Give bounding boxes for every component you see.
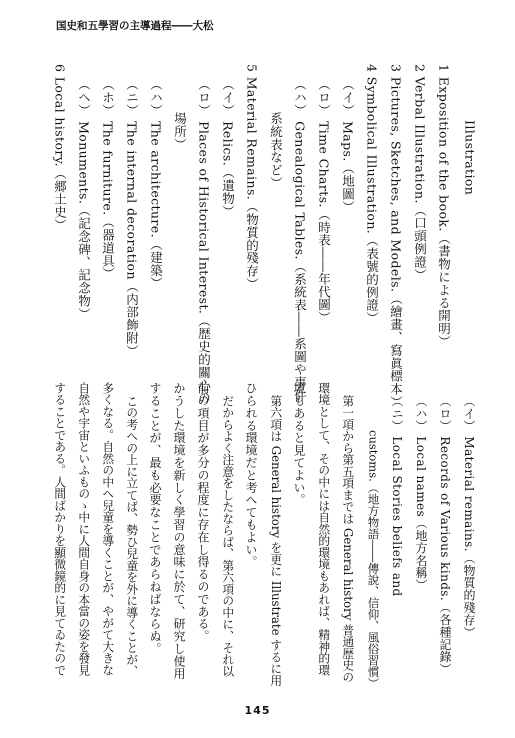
text-column: （イ） Relics.（遺物）	[220, 78, 236, 218]
text-column: 3 Pictures, Sketches, and Models.（繪畫、寫眞標本）	[388, 64, 404, 409]
text-column: 第一項から第五項までは General history 普通歴史の	[340, 395, 355, 683]
text-column: （ホ） The furniture.（器道具）	[100, 78, 116, 281]
text-column: 4 Symbolical Illustration.（表號的例證）	[364, 64, 380, 325]
column-heading: Illustration	[462, 120, 478, 196]
text-column: することが、最も必要なことであらねばならぬ。	[148, 382, 162, 655]
text-column: かうした環境を新しく學習の意味に於て、研究し使用	[172, 382, 186, 680]
text-column: 環境として、その中には自然的環境もあれば、精神的環	[316, 382, 331, 676]
text-column: 5 Material Remains.（物質的殘存）	[244, 64, 260, 291]
text-column: 6 Local history.（郷土史）	[52, 64, 68, 232]
text-column: （ニ） Local Stories beliefs and	[390, 395, 404, 597]
text-column: （ロ） Records of Various kinds.（各種記錄）	[438, 395, 452, 676]
text-column: 系統表など）	[268, 112, 284, 190]
text-column: （イ） Maps.（地圖）	[340, 78, 356, 214]
text-column: （ハ） Local names（地方名稱）	[414, 395, 428, 592]
text-column: （ハ） The architecture.（建築）	[148, 78, 164, 290]
text-column: だからよく注意をしたならば、第六項の中に、それ以	[220, 395, 235, 677]
text-column: （ニ） The internal decoration（内部飾附）	[124, 78, 140, 358]
text-column: 1 Exposition of the book.（書物による開明）	[436, 64, 452, 348]
text-column: （ロ） Places of Historical Interest.（歴史的關心の	[196, 78, 212, 405]
text-column: 2 Verbal Illustration.（口頭例證）	[412, 64, 428, 282]
text-column: 多くなる。自然の中へ兒童を導くことが、やがて大きな	[100, 382, 115, 676]
text-column: （ハ） Genealogical Tables.（系統表――系圖や事件	[292, 78, 308, 402]
text-column: customs.（地方物語――傳說、信仰、風俗習慣）	[366, 430, 381, 689]
text-column: 自然や宇宙といふものゝ中に人間自身の本當の姿を發見	[76, 382, 91, 676]
page-number: 145	[244, 704, 271, 717]
text-column: 境もあると見てよい。	[292, 382, 306, 506]
text-column: （イ） Material remains.（物質的殘存）	[462, 395, 476, 639]
text-column: 場所）	[172, 112, 188, 151]
text-column: この考への上に立てば、勢ひ兒童を外に導くことが、	[124, 395, 139, 677]
text-column: （ロ） Time Charts.（時表――年代圖）	[316, 78, 332, 324]
text-column: 前の項目が多分の程度に存在し得るのである。	[196, 382, 210, 643]
text-column: 第六項は General history を更に Illustrate するに用	[268, 395, 283, 687]
text-column: することである。人間ばかりを顯微鏡的に見てゐたので	[52, 382, 67, 676]
text-column: ひられる環境だと考へてもよい。	[244, 382, 258, 568]
running-header: 国史和五學習の主導過程――大松	[56, 20, 214, 32]
text-column: （ヘ） Monuments.（記念碑、記念物）	[76, 78, 92, 321]
